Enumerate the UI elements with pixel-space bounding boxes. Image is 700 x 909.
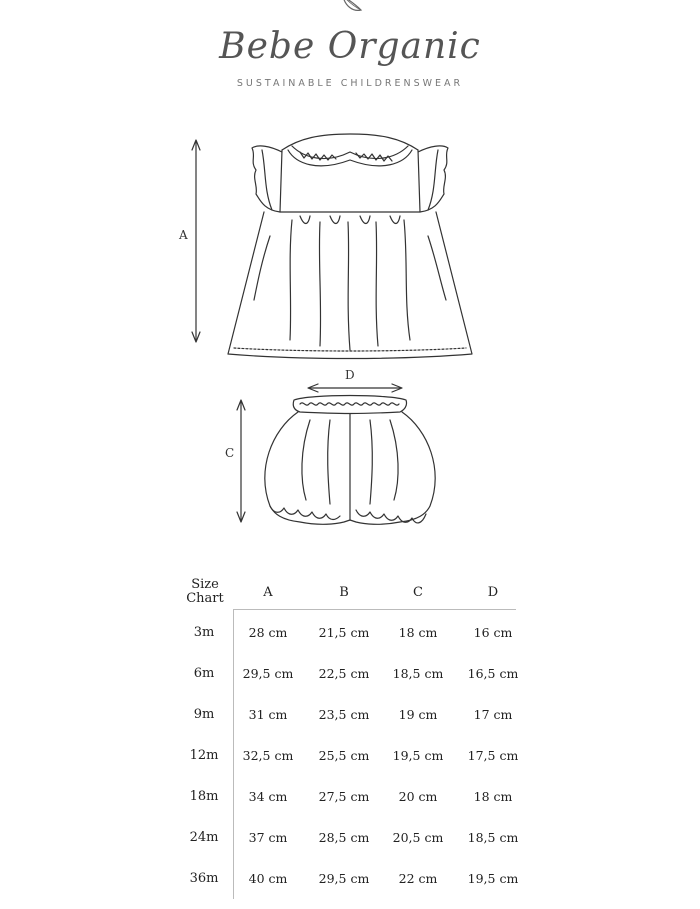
measure-cell-d: 18 cm [473, 789, 513, 804]
bloomer-icon [265, 396, 435, 525]
measure-cell-b: 25,5 cm [318, 748, 370, 763]
measure-cell-b: 23,5 cm [318, 707, 370, 722]
table-header-row [175, 575, 545, 609]
dimension-c-label: C [225, 446, 235, 460]
measure-cell-a: 29,5 cm [242, 666, 294, 681]
size-cell: 12m [189, 748, 219, 763]
dimension-d-arrow [308, 384, 402, 392]
measure-cell-b: 27,5 cm [318, 789, 370, 804]
measure-cell-b: 29,5 cm [318, 871, 370, 886]
column-header-b: B [339, 584, 349, 600]
size-cell: 3m [193, 625, 215, 640]
measure-cell-c: 18 cm [398, 625, 438, 640]
size-chart-heading-line2: Chart [186, 591, 224, 606]
measure-cell-c: 20 cm [398, 789, 438, 804]
size-chart-heading [175, 575, 235, 609]
column-header-a: A [263, 584, 273, 600]
table-row [175, 817, 545, 858]
size-chart-heading-line1: Size [191, 577, 219, 592]
column-header-c: C [413, 584, 423, 600]
measure-cell-d: 18,5 cm [467, 830, 519, 845]
brand-tagline: SUSTAINABLE CHILDRENSWEAR [236, 78, 464, 89]
measure-cell-a: 32,5 cm [242, 748, 294, 763]
measure-cell-c: 20,5 cm [392, 830, 444, 845]
measure-cell-d: 17,5 cm [467, 748, 519, 763]
dimension-d-label: D [345, 368, 355, 382]
measure-cell-c: 19,5 cm [392, 748, 444, 763]
size-cell: 9m [193, 707, 215, 722]
measure-cell-d: 19,5 cm [467, 871, 519, 886]
size-cell: 6m [193, 666, 215, 681]
measure-cell-d: 17 cm [473, 707, 513, 722]
measure-cell-c: 18,5 cm [392, 666, 444, 681]
size-cell: 18m [189, 789, 219, 804]
column-header-d: D [487, 584, 499, 600]
measure-cell-b: 21,5 cm [318, 625, 370, 640]
dimension-a-arrow [192, 140, 200, 342]
measure-cell-a: 31 cm [248, 707, 288, 722]
table-row [175, 776, 545, 817]
measure-cell-a: 40 cm [248, 871, 288, 886]
measure-cell-c: 19 cm [398, 707, 438, 722]
size-chart-table [175, 575, 545, 905]
table-row [175, 735, 545, 776]
table-row [175, 653, 545, 694]
measure-cell-b: 28,5 cm [318, 830, 370, 845]
measure-cell-a: 28 cm [248, 625, 288, 640]
measure-cell-a: 37 cm [248, 830, 288, 845]
dimension-a-label: A [179, 228, 188, 242]
table-row [175, 694, 545, 735]
measure-cell-c: 22 cm [398, 871, 438, 886]
measure-cell-d: 16 cm [473, 625, 513, 640]
table-divider-horizontal [233, 609, 516, 610]
measure-cell-a: 34 cm [248, 789, 288, 804]
measure-cell-b: 22,5 cm [318, 666, 370, 681]
table-row [175, 858, 545, 899]
dimension-c-arrow [237, 400, 245, 522]
table-row [175, 612, 545, 653]
brand-name: Bebe Organic [219, 26, 481, 67]
size-cell: 24m [189, 830, 219, 845]
dress-icon [228, 134, 472, 359]
size-cell: 36m [189, 871, 219, 886]
measure-cell-d: 16,5 cm [467, 666, 519, 681]
